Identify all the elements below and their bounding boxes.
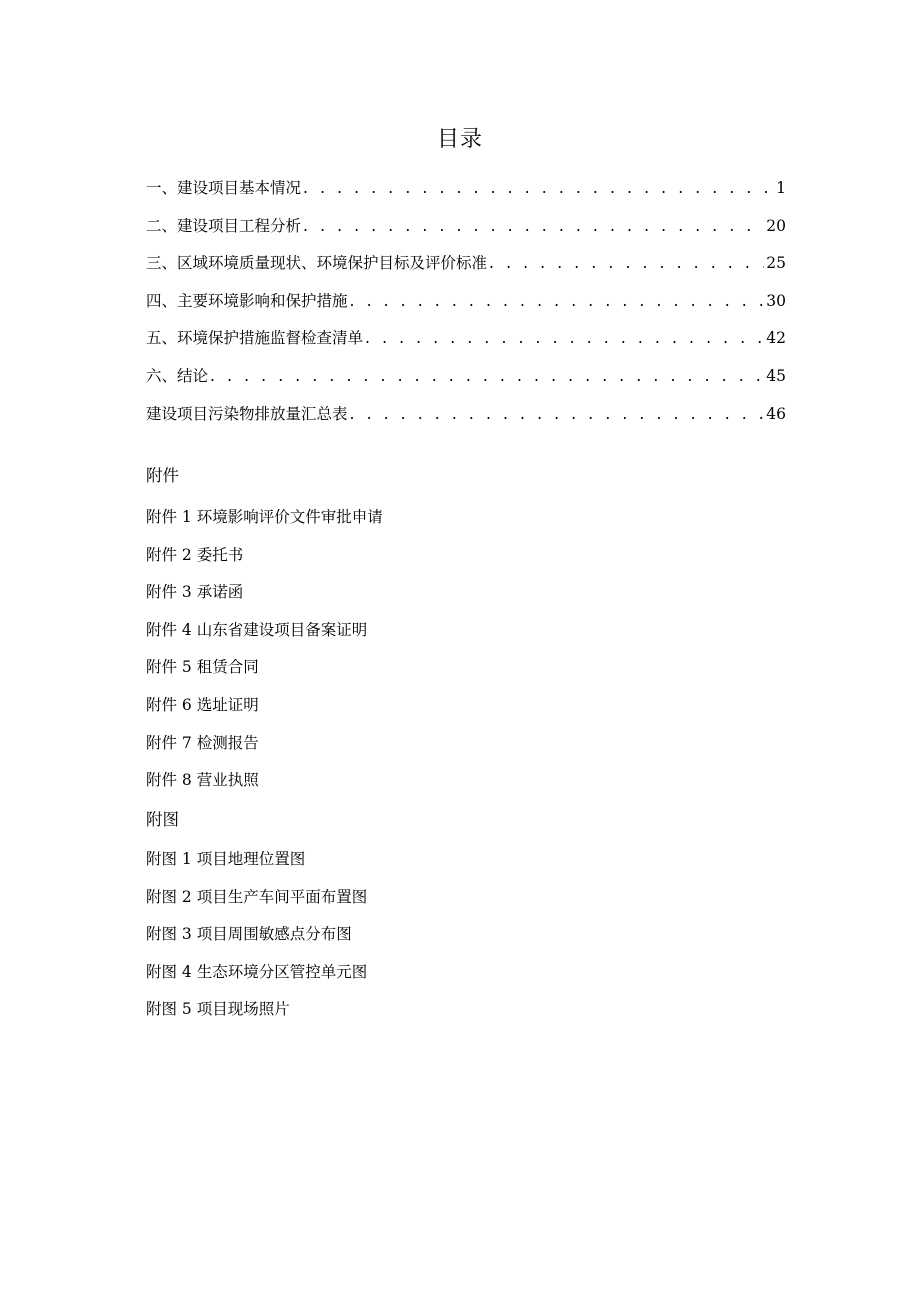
toc-entry[interactable] xyxy=(146,251,786,289)
toc-entry[interactable] xyxy=(146,176,786,214)
figure-item[interactable]: 附图 5 项目现场照片 xyxy=(146,1000,290,1019)
toc-dot-leader xyxy=(303,214,764,238)
toc-dot-leader xyxy=(210,364,764,388)
toc-dot-leader xyxy=(365,326,764,350)
toc-entry[interactable] xyxy=(146,364,786,402)
toc-entry-label: 建设项目污染物排放量汇总表 xyxy=(146,404,348,423)
figure-item[interactable]: 附图 3 项目周围敏感点分布图 xyxy=(146,925,352,944)
figure-item[interactable]: 附图 2 项目生产车间平面布置图 xyxy=(146,887,368,906)
attachment-item[interactable]: 附件 1 环境影响评价文件审批申请 xyxy=(146,508,383,526)
table-of-contents xyxy=(146,176,786,439)
toc-dot-leader xyxy=(489,251,764,275)
toc-entry-page: 25 xyxy=(766,254,786,273)
figure-item[interactable]: 附图 1 项目地理位置图 xyxy=(146,850,306,868)
toc-entry-page: 42 xyxy=(766,329,786,348)
attachments-list xyxy=(146,505,383,806)
toc-dot-leader xyxy=(350,402,765,426)
figures-list xyxy=(146,847,367,1035)
toc-entry[interactable] xyxy=(146,214,786,252)
page-title: 目录 xyxy=(436,127,483,152)
toc-entry-page: 1 xyxy=(776,179,786,197)
toc-entry-label: 三、区域环境质量现状、环境保护目标及评价标准 xyxy=(146,254,488,273)
toc-entry-page: 20 xyxy=(766,216,786,235)
toc-entry-page: 30 xyxy=(766,291,786,310)
figure-item[interactable]: 附图 4 生态环境分区管控单元图 xyxy=(146,962,368,981)
toc-entry-label: 五、环境保护措施监督检查清单 xyxy=(146,329,364,348)
attachment-item[interactable]: 附件 6 选址证明 xyxy=(146,695,259,714)
toc-entry[interactable] xyxy=(146,326,786,364)
attachments-heading: 附件 xyxy=(146,466,179,485)
attachment-item[interactable]: 附件 7 检测报告 xyxy=(146,733,259,752)
attachment-item[interactable]: 附件 3 承诺函 xyxy=(146,583,244,602)
attachment-item[interactable]: 附件 2 委托书 xyxy=(146,545,244,564)
attachment-item[interactable]: 附件 4 山东省建设项目备案证明 xyxy=(146,620,368,639)
toc-dot-leader xyxy=(350,289,765,313)
figures-heading: 附图 xyxy=(146,810,179,829)
toc-entry[interactable] xyxy=(146,402,786,440)
toc-entry-label: 六、结论 xyxy=(146,366,209,385)
toc-entry-label: 四、主要环境影响和保护措施 xyxy=(146,291,348,310)
attachment-item[interactable]: 附件 5 租赁合同 xyxy=(146,658,259,677)
toc-entry-label: 二、建设项目工程分析 xyxy=(146,216,302,235)
toc-dot-leader xyxy=(303,176,774,200)
toc-entry-page: 46 xyxy=(766,404,786,423)
attachment-item[interactable]: 附件 8 营业执照 xyxy=(146,771,259,790)
toc-entry-page: 45 xyxy=(766,366,786,385)
toc-entry[interactable] xyxy=(146,289,786,327)
toc-entry-label: 一、建设项目基本情况 xyxy=(146,179,302,197)
